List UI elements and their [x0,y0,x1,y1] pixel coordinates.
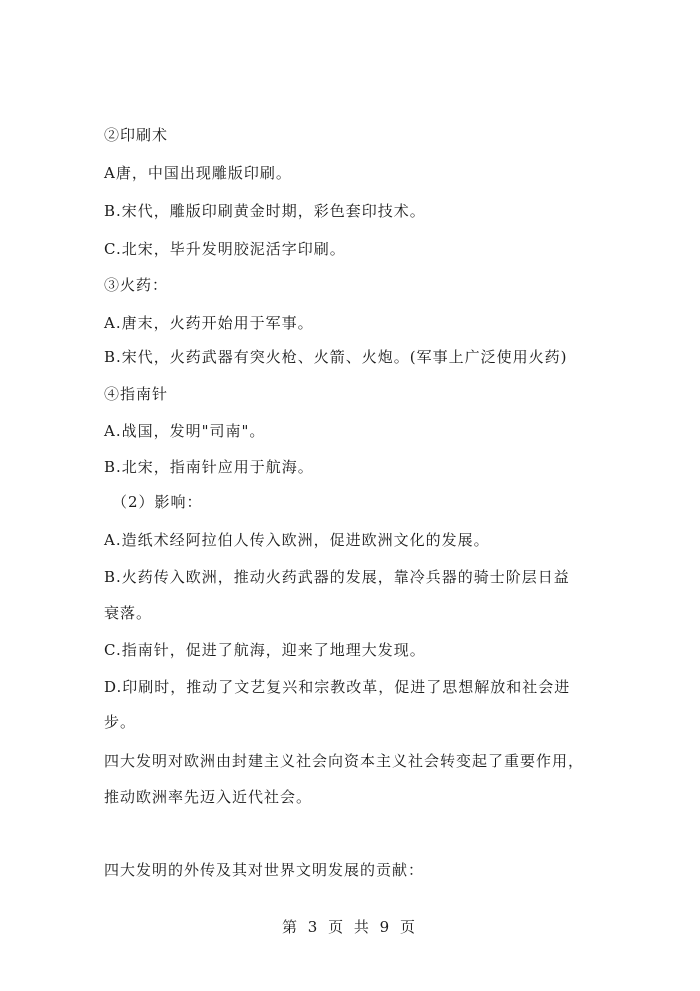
text-line: B.北宋，指南针应用于航海。 [104,458,314,476]
text-line: C.北宋，毕升发明胶泥活字印刷。 [104,240,346,258]
text-line: A.造纸术经阿拉伯人传入欧洲，促进欧洲文化的发展。 [104,531,490,549]
text-line: B.宋代，火药武器有突火枪、火箭、火炮。(军事上广泛使用火药) [104,348,568,366]
text-line: 四大发明的外传及其对世界文明发展的贡献： [104,861,425,879]
text-line: 推动欧洲率先迈入近代社会。 [104,788,313,806]
text-line: 衰落。 [104,604,153,622]
section-heading-gunpowder: ③火药： [104,276,169,294]
section-heading-impact: （2）影响： [112,493,203,511]
text-line: B.宋代，雕版印刷黄金时期，彩色套印技术。 [104,202,426,220]
text-line: 四大发明对欧洲由封建主义社会向资本主义社会转变起了重要作用， [104,752,585,770]
text-line: B.火药传入欧洲，推动火药武器的发展，靠冷兵器的骑士阶层日益 [104,568,570,586]
section-heading-printing: ②印刷术 [104,126,169,144]
text-line: C.指南针，促进了航海，迎来了地理大发现。 [104,641,426,659]
text-line: D.印刷时，推动了文艺复兴和宗教改革，促进了思想解放和社会进 [104,678,571,696]
page-number: 第 3 页 共 9 页 [282,918,418,936]
text-line: A.战国，发明"司南"。 [104,422,266,440]
text-line: A唐，中国出现雕版印刷。 [104,164,292,182]
text-line: 步。 [104,713,137,731]
section-heading-compass: ④指南针 [104,385,169,403]
text-line: A.唐末，火药开始用于军事。 [104,314,314,332]
